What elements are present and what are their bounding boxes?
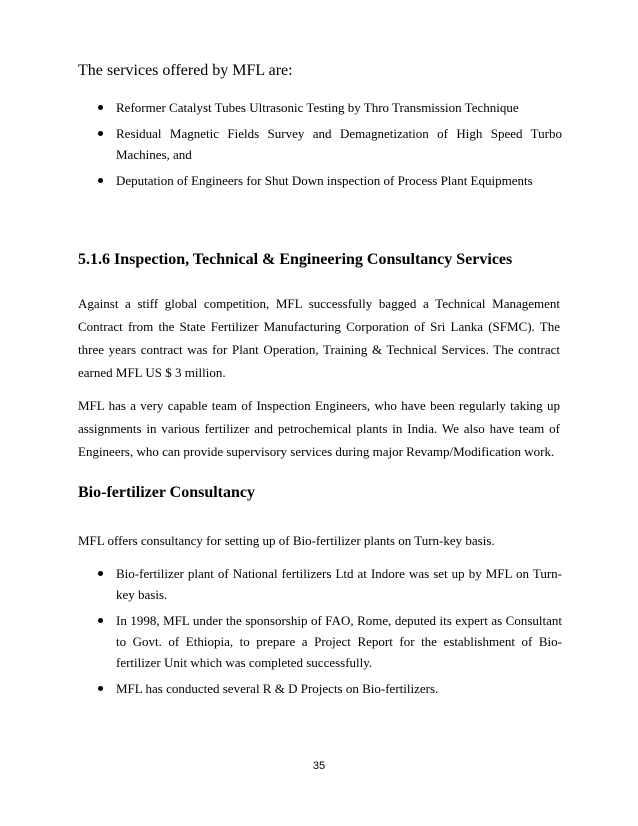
services-intro: The services offered by MFL are: [78, 62, 293, 79]
list-item-text: Deputation of Engineers for Shut Down inspection of Process Plant Equipments [116, 173, 533, 188]
paragraph-inspection-team: MFL has a very capable team of Inspection Engineers, who have been regularly taking up assignments in various fertilizer and petrochemical plants in India. We also have team of Engineers, who can provide supervisory services during major Revamp/Modification work. [78, 398, 560, 459]
bullet-icon [98, 618, 103, 623]
paragraph-biofertilizer: MFL offers consultancy for setting up of Bio-fertilizer plants on Turn-key basis. [78, 533, 495, 548]
biofertilizer-list [78, 563, 562, 704]
bullet-icon [98, 571, 103, 576]
list-item-text: In 1998, MFL under the sponsorship of FAO, Rome, deputed its expert as Consultant to Govt. of Ethiopia, to prepare a Project Report for the establishment of Bio-fertilizer Unit which was completed successfully. [116, 613, 562, 670]
services-list [78, 97, 562, 196]
page-number: 35 [312, 760, 326, 772]
list-item-text: Bio-fertilizer plant of National fertilizers Ltd at Indore was set up by MFL on Turn-key basis. [116, 566, 562, 602]
section-heading-biofertilizer: Bio-fertilizer Consultancy [78, 484, 256, 501]
list-item-text: Reformer Catalyst Tubes Ultrasonic Testing by Thro Transmission Technique [116, 100, 519, 115]
section-heading-inspection: 5.1.6 Inspection, Technical & Engineering Consultancy Services [78, 251, 513, 268]
bullet-icon [98, 131, 103, 136]
list-item-text: MFL has conducted several R & D Projects on Bio-fertilizers. [116, 681, 439, 696]
list-item [78, 610, 562, 673]
bullet-icon [98, 686, 103, 691]
list-item [78, 97, 562, 118]
paragraph-contract: Against a stiff global competition, MFL successfully bagged a Technical Management Contract from the State Fertilizer Manufacturing Corporation of Sri Lanka (SFMC). The three years contract was for Plant Operation, Training & Technical Services. The contract earned MFL US $ 3 million. [78, 296, 560, 380]
list-item-text: Residual Magnetic Fields Survey and Demagnetization of High Speed Turbo Machines, and [116, 126, 562, 162]
list-item [78, 170, 562, 191]
bullet-icon [98, 105, 103, 110]
list-item [78, 123, 562, 165]
list-item [78, 563, 562, 605]
bullet-icon [98, 178, 103, 183]
list-item [78, 678, 562, 699]
